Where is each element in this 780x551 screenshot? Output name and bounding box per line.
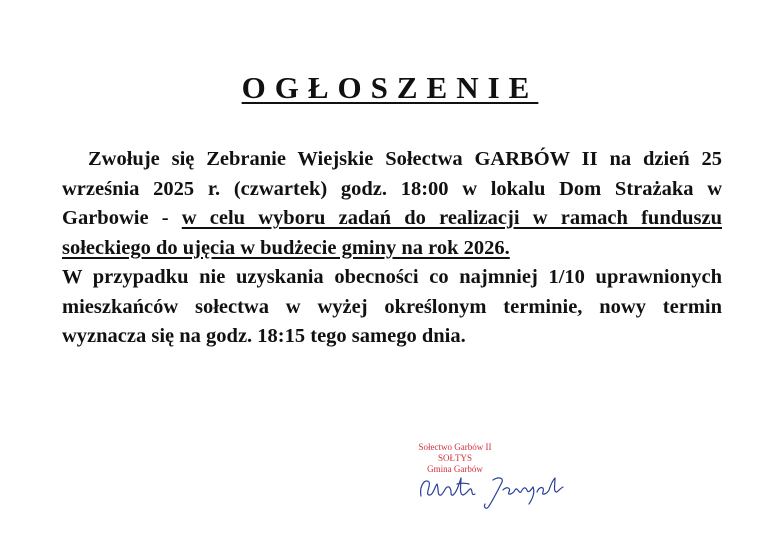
stamp-line-2: SOŁTYS [437,453,472,463]
handwritten-signature [415,470,575,512]
paragraph-1-text: Zwołuje się Zebranie Wiejskie Sołectwa GARBÓW II na dzień 25 września 2025 r. (czwartek) godz. 18:00 w lokalu Dom Strażaka w Garbowie - [62,148,722,229]
paragraph-2: W przypadku nie uzyskania obecności co najmniej 1/10 uprawnionych mieszkańców sołectwa w wyżej określonym terminie, nowy termin wyznacza się na godz. 18:15 tego samego dnia. [62,266,722,347]
notice-body [62,145,722,352]
paragraph-1-underlined: w celu wyboru zadań do realizacji w ramach funduszu sołeckiego do ujęcia w budżecie gminy na rok 2026. [62,207,722,259]
page-title [0,68,780,108]
stamp-line-3: Gmina Garbów [427,464,483,474]
title-text: OGŁOSZENIE [241,70,539,105]
paragraph-1 [62,145,722,263]
stamp-line-1: Sołectwo Garbów II [418,442,492,452]
